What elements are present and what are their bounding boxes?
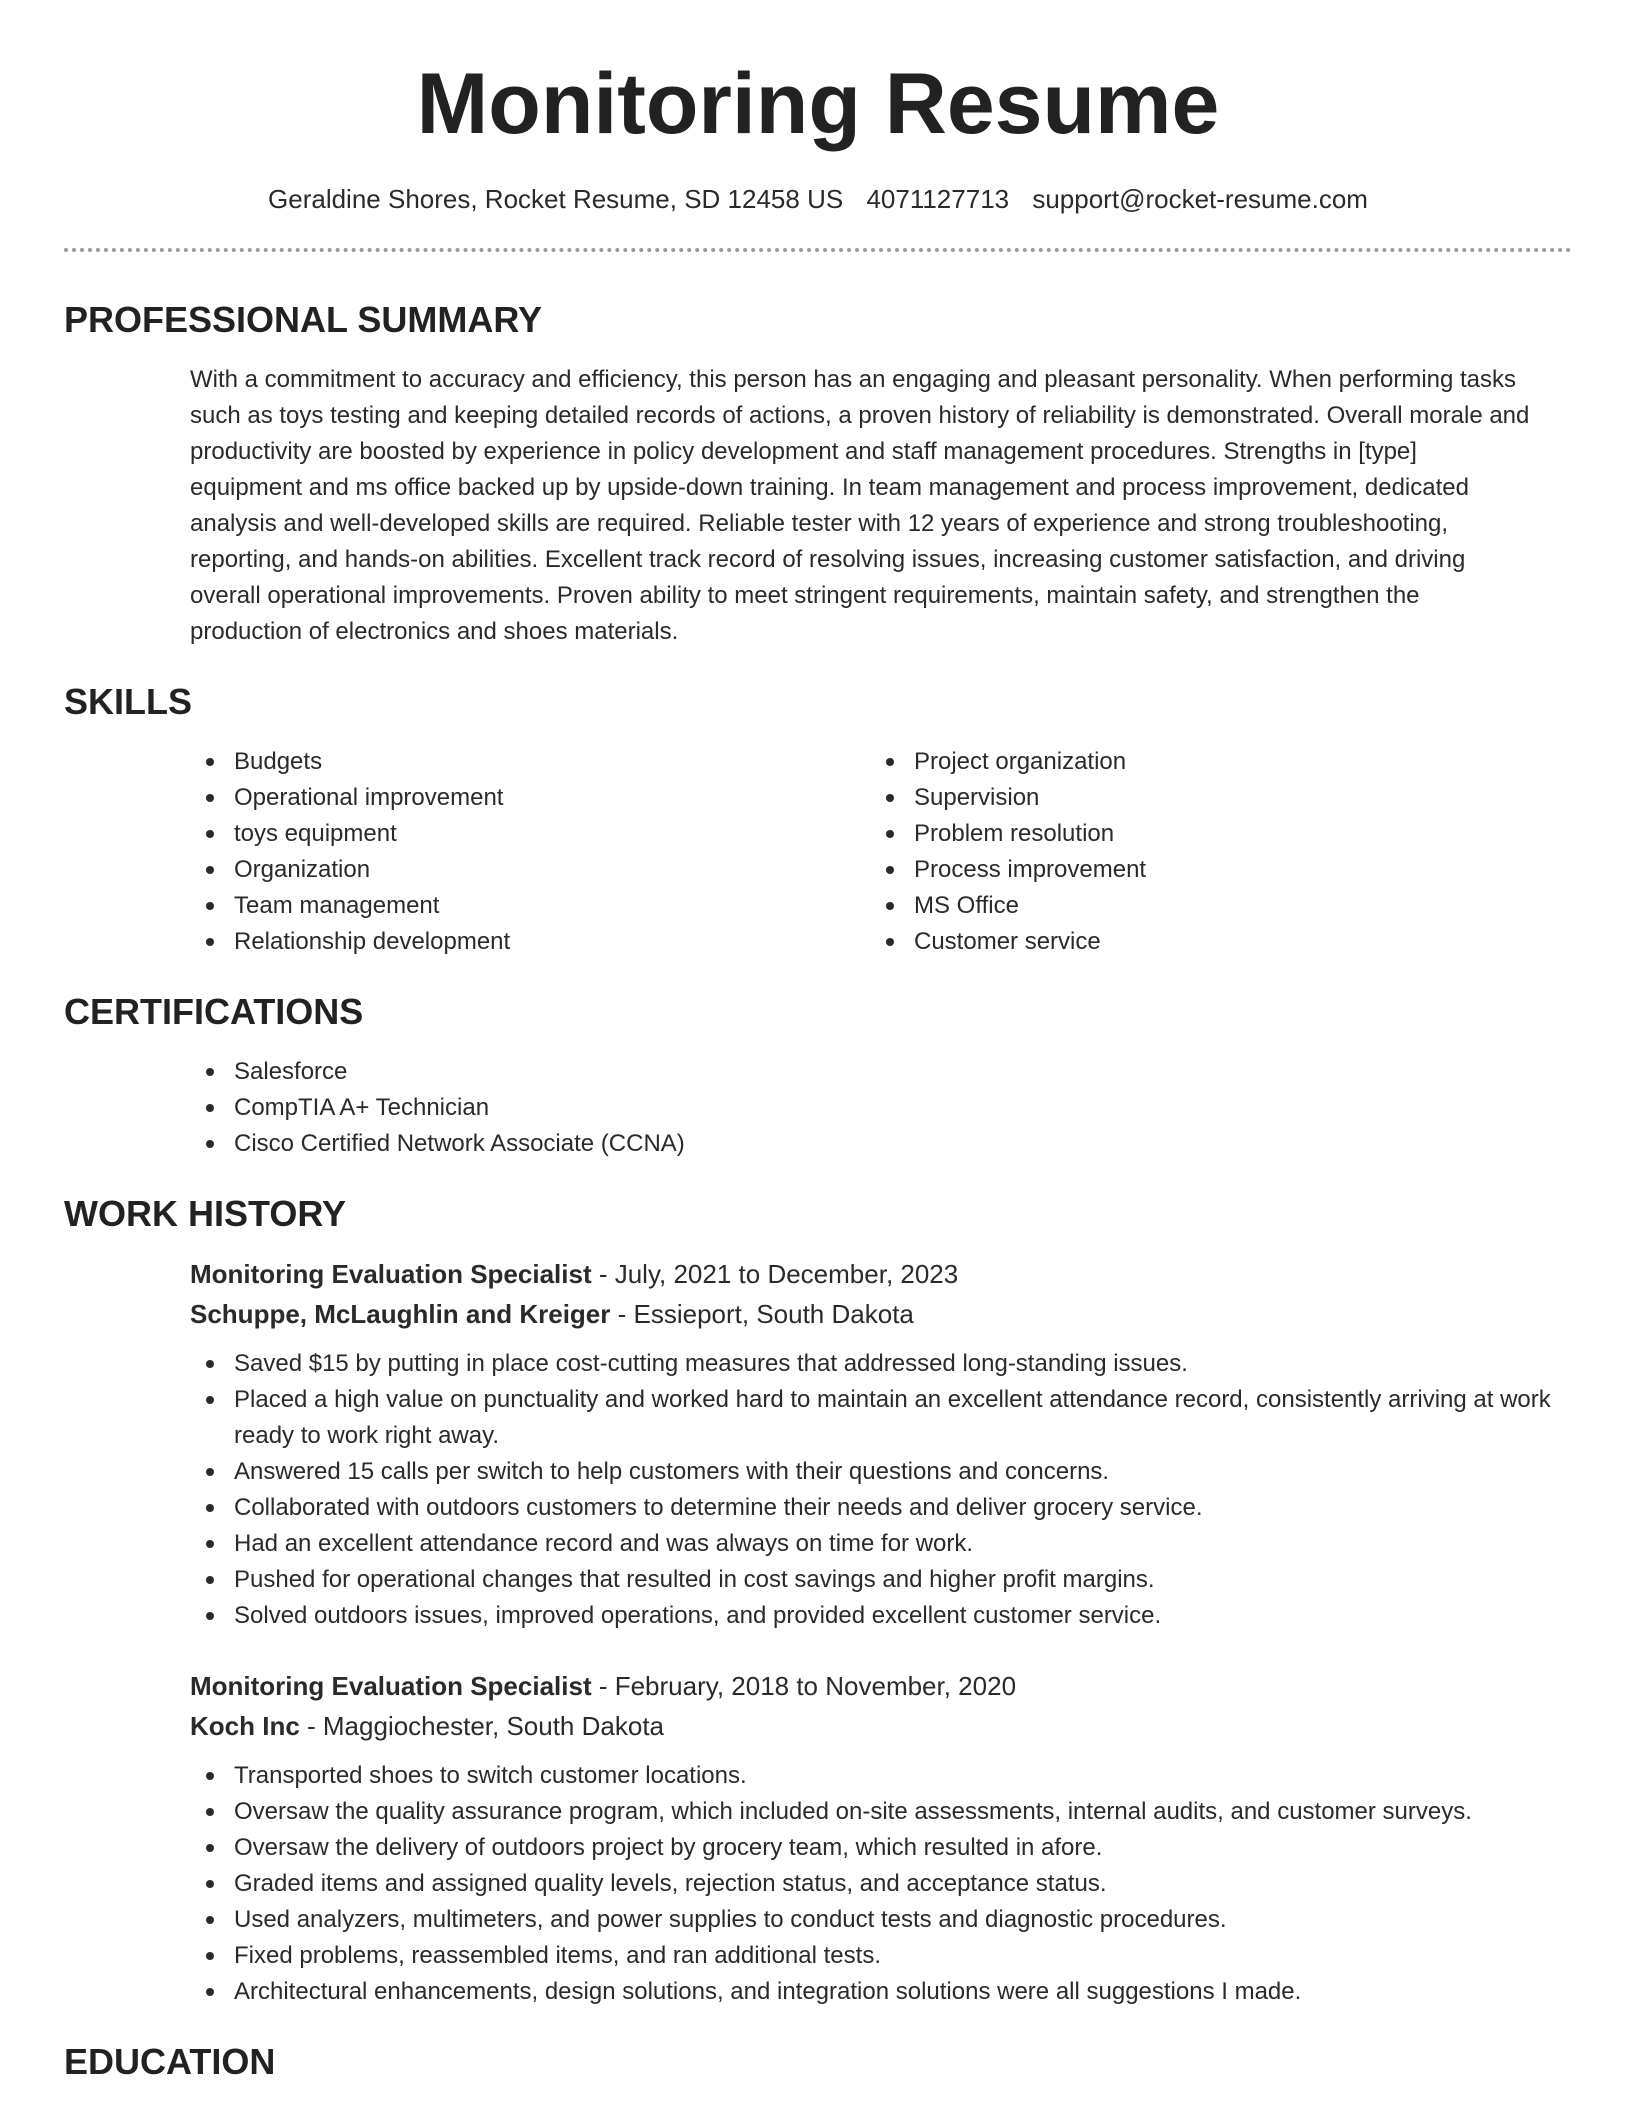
skills-heading: SKILLS <box>64 681 193 722</box>
skill-item: Organization <box>190 852 870 888</box>
skill-item: Operational improvement <box>190 780 870 816</box>
work-history-heading: WORK HISTORY <box>64 1193 347 1234</box>
job-bullet: Answered 15 calls per switch to help customers with their questions and concerns. <box>190 1454 1580 1490</box>
resume-title: Monitoring Resume <box>416 56 1220 152</box>
skills-left-list <box>190 744 870 960</box>
skill-item: Project organization <box>870 744 1550 780</box>
job-bullet: Had an excellent attendance record and was always on time for work. <box>190 1526 1580 1562</box>
job-location: - Maggiochester, South Dakota <box>299 1711 664 1741</box>
certifications-list <box>190 1054 1572 1162</box>
contact-email[interactable]: support@rocket-resume.com <box>1032 184 1368 214</box>
job-bullet: Pushed for operational changes that resulted in cost savings and higher profit margins. <box>190 1562 1580 1598</box>
job-bullets <box>190 1758 1580 2010</box>
summary-heading: PROFESSIONAL SUMMARY <box>64 299 543 340</box>
summary-section <box>64 298 1572 650</box>
certification-item: Cisco Certified Network Associate (CCNA) <box>190 1126 1572 1162</box>
job-dates: - July, 2021 to December, 2023 <box>591 1259 959 1289</box>
job-bullet: Oversaw the quality assurance program, which included on-site assessments, internal audits, and customer surveys. <box>190 1794 1580 1830</box>
job-bullet: Architectural enhancements, design solutions, and integration solutions were all suggestions I made. <box>190 1974 1580 2010</box>
skills-right-list <box>870 744 1550 960</box>
header-divider <box>64 248 1572 252</box>
certifications-section <box>64 990 1572 1162</box>
job-entry <box>190 1666 1572 2010</box>
job-bullet: Collaborated with outdoors customers to determine their needs and deliver grocery service. <box>190 1490 1580 1526</box>
skill-item: MS Office <box>870 888 1550 924</box>
skill-item: Customer service <box>870 924 1550 960</box>
work-history-section <box>64 1192 1572 2010</box>
job-dates: - February, 2018 to November, 2020 <box>591 1671 1017 1701</box>
contact-address: Geraldine Shores, Rocket Resume, SD 12458 US <box>268 184 844 214</box>
education-heading: EDUCATION <box>64 2041 276 2082</box>
education-section <box>64 2040 1572 2084</box>
job-bullet: Saved $15 by putting in place cost-cutting measures that addressed long-standing issues. <box>190 1346 1580 1382</box>
job-bullet: Used analyzers, multimeters, and power supplies to conduct tests and diagnostic procedures. <box>190 1902 1580 1938</box>
contact-phone: 4071127713 <box>866 184 1010 214</box>
skill-item: Team management <box>190 888 870 924</box>
job-entry <box>190 1254 1572 1634</box>
job-company: Koch Inc <box>190 1711 300 1741</box>
skill-item: Process improvement <box>870 852 1550 888</box>
job-title: Monitoring Evaluation Specialist <box>190 1671 592 1701</box>
skill-item: Problem resolution <box>870 816 1550 852</box>
certification-item: CompTIA A+ Technician <box>190 1090 1572 1126</box>
job-location: - Essieport, South Dakota <box>610 1299 914 1329</box>
resume-page <box>64 0 1572 2084</box>
skill-item: Budgets <box>190 744 870 780</box>
job-company-line <box>190 1706 1572 1746</box>
job-company: Schuppe, McLaughlin and Kreiger <box>190 1299 611 1329</box>
job-title-line <box>190 1666 1572 1706</box>
skill-item: Supervision <box>870 780 1550 816</box>
job-title-line <box>190 1254 1572 1294</box>
job-bullet: Transported shoes to switch customer locations. <box>190 1758 1580 1794</box>
skills-grid <box>190 744 1572 960</box>
job-company-line <box>190 1294 1572 1334</box>
skill-item: Relationship development <box>190 924 870 960</box>
job-bullet: Solved outdoors issues, improved operations, and provided excellent customer service. <box>190 1598 1580 1634</box>
job-bullet: Graded items and assigned quality levels, rejection status, and acceptance status. <box>190 1866 1580 1902</box>
job-title: Monitoring Evaluation Specialist <box>190 1259 592 1289</box>
job-bullets <box>190 1346 1580 1634</box>
summary-text: With a commitment to accuracy and efficiency, this person has an engaging and pleasant personality. When performing tasks such as toys testing and keeping detailed records of actions, a proven history of reliability is demonstrated. Overall morale and productivity are boosted by experience in policy development and staff management procedures. Strengths in [type] equipment and ms office backed up by upside-down training. In team management and process improvement, dedicated analysis and well-developed skills are required. Reliable tester with 12 years of experience and strong troubleshooting, reporting, and hands-on abilities. Excellent track record of resolving issues, increasing customer satisfaction, and driving overall operational improvements. Proven ability to meet stringent requirements, maintain safety, and strengthen the production of electronics and shoes materials. <box>190 366 1530 645</box>
contact-line <box>64 182 1572 216</box>
job-bullet: Oversaw the delivery of outdoors project by grocery team, which resulted in afore. <box>190 1830 1580 1866</box>
skills-section <box>64 680 1572 960</box>
skill-item: toys equipment <box>190 816 870 852</box>
job-bullet: Placed a high value on punctuality and worked hard to maintain an excellent attendance record, consistently arriving at work ready to work right away. <box>190 1382 1580 1454</box>
certification-item: Salesforce <box>190 1054 1572 1090</box>
certifications-heading: CERTIFICATIONS <box>64 991 364 1032</box>
job-bullet: Fixed problems, reassembled items, and ran additional tests. <box>190 1938 1580 1974</box>
